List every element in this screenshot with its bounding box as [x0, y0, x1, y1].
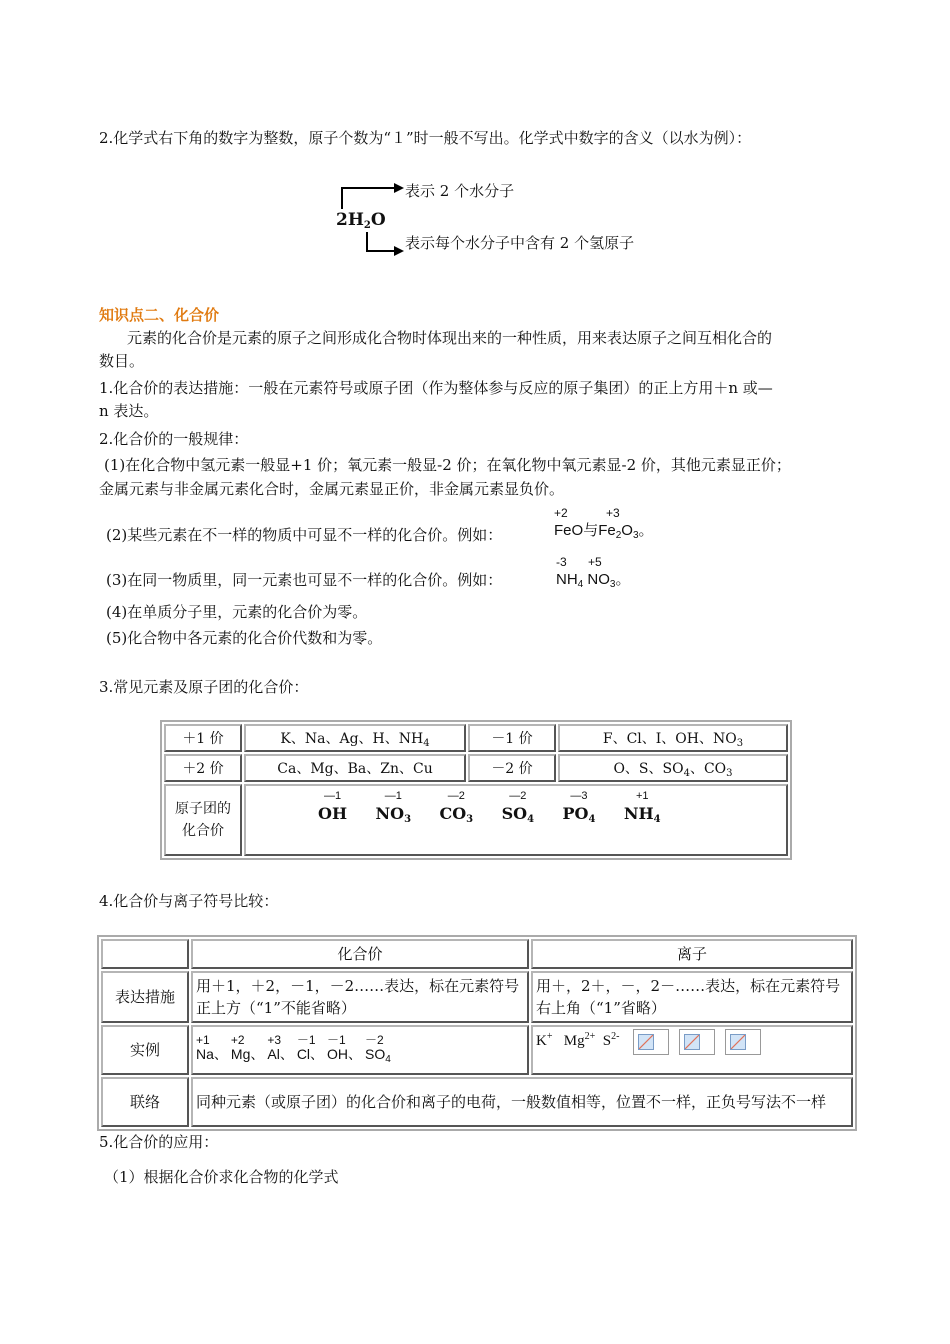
rule-5: (5)化合物中各元素的化合价代数和为零。 — [106, 629, 383, 647]
t1-label-groups: 原子团的 化合价 — [164, 784, 242, 856]
ion-s: $S^{2-}$ — [602, 1031, 620, 1050]
group-nh4: +1 $NH_4$ — [623, 790, 661, 825]
rule-2: (2)某些元素在不一样的物质中可显不一样的化合价。例如： — [106, 526, 503, 544]
t1-elements-plus2: Ca、Mg、Ba、Zn、Cu — [244, 754, 466, 782]
item-2: 2.化合价的一般规律： — [99, 430, 249, 448]
diagram-bottom-label: 表示每个水分子中含有 2 个氢原子 — [405, 234, 635, 252]
broken-image-icon — [679, 1029, 715, 1055]
item-4: 4.化合价与离子符号比较： — [99, 892, 279, 910]
t2-head-ion: 离子 — [531, 939, 853, 969]
rule-4: (4)在单质分子里，元素的化合价为零。 — [106, 603, 368, 621]
t1-label-minus1: －1 价 — [468, 724, 556, 752]
t1-groups — [244, 784, 788, 856]
rule-3: (3)在同一物质里，同一元素也可显不一样的化合价。例如： — [106, 571, 503, 589]
water-formula: $2H_2O$ — [336, 210, 386, 231]
t2-ion-examples — [531, 1025, 853, 1075]
t1-label-plus2: ＋2 价 — [164, 754, 242, 782]
t2-link-text: 同种元素（或原子团）的化合价和离子的电荷，一般数值相等，位置不一样，正负号写法不一样 — [191, 1077, 853, 1127]
ion-k: K+ — [536, 1031, 553, 1050]
broken-image-icon — [725, 1029, 761, 1055]
t2-head-valence: 化合价 — [191, 939, 529, 969]
ion-mg: $Mg^{2+}$ — [563, 1031, 596, 1050]
t2-link-label: 联络 — [101, 1077, 189, 1127]
intro-line-2: 数目。 — [99, 352, 145, 370]
item-3: 3.常见元素及原子团的化合价： — [99, 678, 309, 696]
item-1-line-2: n 表达。 — [99, 402, 159, 420]
section-title: 知识点二、化合价 — [99, 306, 220, 324]
t1-label-minus2: －2 价 — [468, 754, 556, 782]
t1-elements-minus2: O、S、$SO_4$、$CO_3$ — [558, 754, 788, 782]
group-no3: —1 $NO_3$ — [375, 790, 412, 825]
item-5-1: （1）根据化合价求化合物的化学式 — [104, 1168, 339, 1186]
rule-1-line-2: 金属元素与非金属元素化合时，金属元素显正价，非金属元素显负价。 — [99, 480, 565, 498]
t2-example-label: 实例 — [101, 1025, 189, 1075]
t2-method-ion: 用＋，2＋，－，2－……表达，标在元素符号右上角（“1”省略） — [531, 971, 853, 1023]
t1-label-plus1: ＋1 价 — [164, 724, 242, 752]
paragraph-formula-digits: 2.化学式右下角的数字为整数，原子个数为“１”时一般不写出。化学式中数字的含义（以水为例）： — [99, 129, 752, 147]
intro-line-1: 元素的化合价是元素的原子之间形成化合物时体现出来的一种性质，用来表达原子之间互相化合的 — [127, 329, 773, 347]
t2-method-label: 表达措施 — [101, 971, 189, 1023]
broken-image-icon — [633, 1029, 669, 1055]
rule-1-line-1: (1)在化合物中氢元素一般显+1 价；氧元素一般显-2 价；在氧化物中氧元素显-2 价，其他元素显正价； — [104, 456, 791, 474]
group-so4: —2 $SO_4$ — [501, 790, 535, 825]
group-po4: —3 $PO_4$ — [562, 790, 596, 825]
diagram-top-label: 表示 2 个水分子 — [405, 182, 515, 200]
item-5: 5.化合价的应用： — [99, 1133, 219, 1151]
t2-valence-examples: +1 Na、 +2 Mg、 +3 Al、 －1 Cl、 －1 OH、 －2 $SO_4$ — [191, 1025, 529, 1075]
valence-ion-comparison-table — [97, 935, 857, 1131]
group-co3: —2 $CO_3$ — [439, 790, 474, 825]
t2-method-valence: 用＋1，＋2，－1，－2……表达，标在元素符号正上方（“1”不能省略） — [191, 971, 529, 1023]
t1-elements-minus1: F、Cl、I、OH、$NO_3$ — [558, 724, 788, 752]
group-oh: —1 OH — [318, 790, 348, 823]
item-1-line-1: 1.化合价的表达措施：一般在元素符号或原子团（作为整体参与反应的原子集团）的正上方用＋n 或— — [99, 379, 773, 397]
t2-corner — [101, 939, 189, 969]
t1-elements-plus1: K、Na、Ag、H、$NH_4$ — [244, 724, 466, 752]
valence-table — [160, 720, 792, 860]
